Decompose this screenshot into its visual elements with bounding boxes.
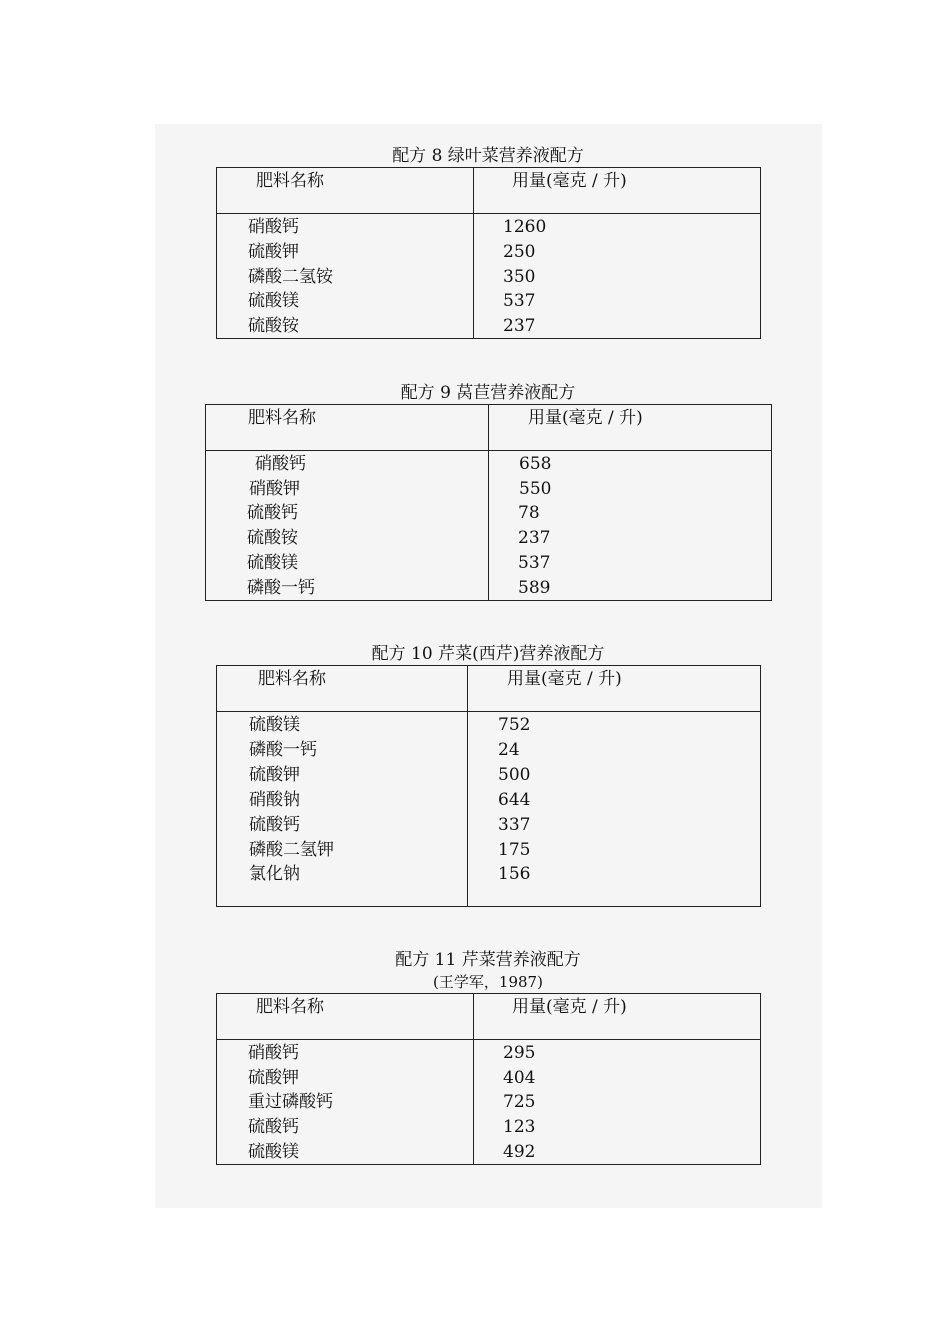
cell-amount: 156: [498, 864, 531, 884]
cell-amount: 752: [498, 715, 531, 735]
table-title: 配方 9 莴苣营养液配方: [400, 383, 576, 403]
cell-name: 硫酸铵: [247, 528, 298, 548]
column-header-amount: 用量(毫克 / 升): [507, 669, 622, 689]
cell-amount: 500: [498, 765, 531, 785]
cell-name: 硝酸钾: [249, 479, 300, 499]
cell-name: 硫酸钙: [247, 503, 298, 523]
cell-amount: 550: [519, 479, 552, 499]
cell-amount: 644: [498, 790, 531, 810]
cell-amount: 404: [503, 1068, 536, 1088]
column-header-amount: 用量(毫克 / 升): [512, 171, 627, 191]
cell-amount: 1260: [503, 217, 547, 237]
cell-name: 磷酸一钙: [249, 740, 317, 760]
cell-amount: 658: [519, 454, 552, 474]
table-title: 配方 11 芹菜营养液配方: [395, 950, 581, 970]
cell-name: 硫酸镁: [247, 553, 298, 573]
column-header-amount: 用量(毫克 / 升): [512, 997, 627, 1017]
cell-amount: 725: [503, 1092, 536, 1112]
cell-name: 硫酸钙: [249, 815, 300, 835]
cell-name: 硫酸钾: [248, 242, 299, 262]
table-title: 配方 8 绿叶菜营养液配方: [392, 146, 584, 166]
column-header-name: 肥料名称: [258, 669, 326, 689]
cell-name: 硫酸钾: [249, 765, 300, 785]
cell-amount: 537: [503, 291, 536, 311]
cell-amount: 78: [518, 503, 540, 523]
cell-name: 硫酸钾: [248, 1068, 299, 1088]
column-header-name: 肥料名称: [256, 997, 324, 1017]
table-subtitle: (王学军，1987): [433, 973, 543, 991]
cell-name: 磷酸一钙: [247, 578, 315, 598]
cell-name: 硝酸钙: [248, 217, 299, 237]
cell-amount: 250: [503, 242, 536, 262]
cell-name: 磷酸二氢铵: [248, 267, 333, 287]
table-title: 配方 10 芹菜(西芹)营养液配方: [371, 644, 605, 664]
cell-name: 重过磷酸钙: [248, 1092, 333, 1112]
cell-amount: 337: [498, 815, 531, 835]
cell-name: 硫酸钙: [248, 1117, 299, 1137]
cell-name: 硫酸铵: [248, 316, 299, 336]
cell-amount: 175: [498, 840, 531, 860]
cell-name: 硝酸钠: [249, 790, 300, 810]
column-header-name: 肥料名称: [248, 408, 316, 428]
cell-amount: 123: [503, 1117, 536, 1137]
cell-amount: 589: [518, 578, 551, 598]
cell-name: 磷酸二氢钾: [249, 840, 334, 860]
cell-name: 硝酸钙: [255, 454, 306, 474]
column-header-name: 肥料名称: [256, 171, 324, 191]
cell-amount: 350: [503, 267, 536, 287]
column-header-amount: 用量(毫克 / 升): [528, 408, 643, 428]
cell-name: 氯化钠: [249, 864, 300, 884]
cell-amount: 237: [518, 528, 551, 548]
cell-amount: 24: [498, 740, 520, 760]
cell-name: 硫酸镁: [248, 291, 299, 311]
cell-amount: 537: [518, 553, 551, 573]
cell-name: 硫酸镁: [249, 715, 300, 735]
cell-name: 硝酸钙: [248, 1043, 299, 1063]
cell-amount: 295: [503, 1043, 536, 1063]
cell-name: 硫酸镁: [248, 1142, 299, 1162]
cell-amount: 492: [503, 1142, 536, 1162]
cell-amount: 237: [503, 316, 536, 336]
